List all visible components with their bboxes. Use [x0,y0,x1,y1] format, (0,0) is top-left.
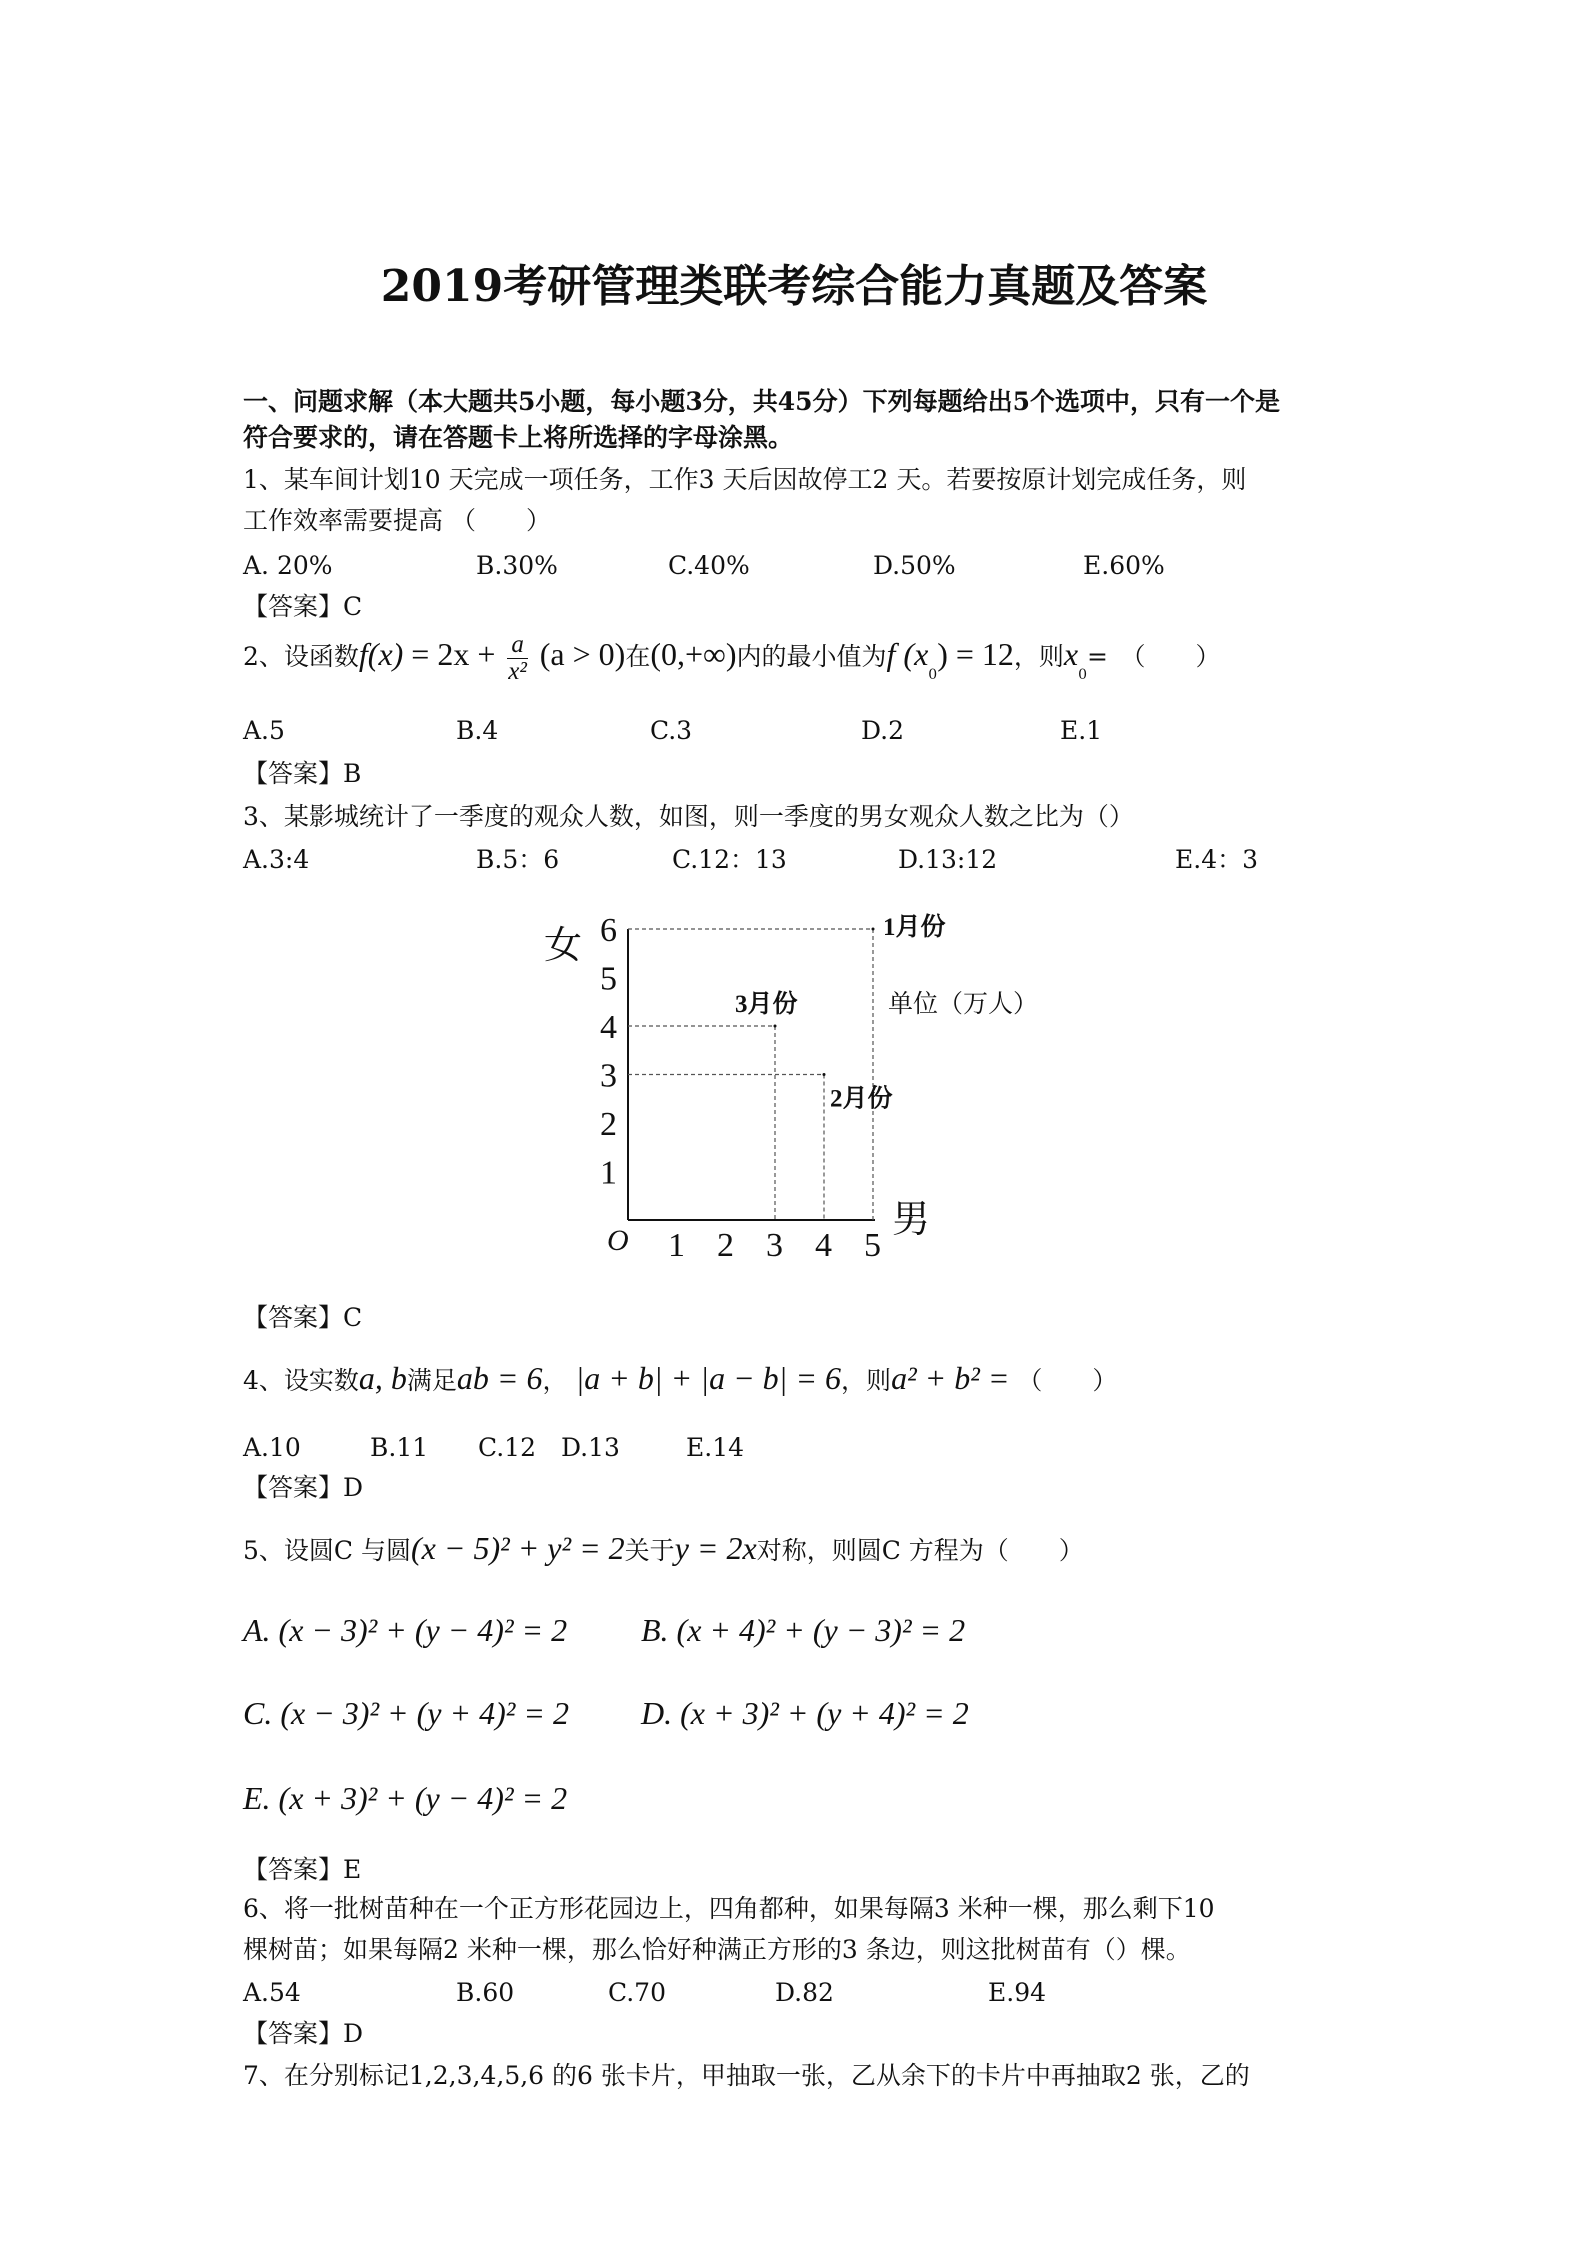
q4-tail: （ ） [1017,1366,1118,1395]
q1-option-d: D.50% [873,551,956,580]
q2-tail: = （ ） [1087,642,1221,671]
q5-about: 关于 [624,1536,675,1565]
q4-sep: ， [542,1366,568,1395]
q2-answer: 【答案】B [243,759,362,788]
q4-option-b: B.11 [370,1433,429,1462]
chart-x-tick-label: 1 [668,1227,685,1264]
chart-unit-label: 单位（万人） [888,991,1039,1018]
q2-fx0: f (x [886,636,929,672]
chart-y-tick-label: 5 [600,960,617,998]
q2-interval: (0,+∞) [650,636,737,672]
chart-x-tick-label: 3 [766,1227,783,1264]
chart-y-tick-label: 6 [600,912,617,949]
q5-answer: 【答案】E [243,1855,362,1884]
q4-cond1: ab = 6 [456,1360,543,1396]
q1-stem-line1: 1、某车间计划10 天完成一项任务，工作3 天后因故停工2 天。若要按原计划完成任务，则 [243,465,1247,494]
chart-point [823,1073,826,1076]
chart-x-axis-label: 男 [892,1199,931,1241]
chart-y-tick-label: 4 [600,1009,617,1046]
q1-option-c: C.40% [668,551,750,580]
q1-option-a: A. 20% [243,551,333,580]
q4-prefix: 4、设实数 [243,1366,359,1395]
q4-stem [243,1360,1118,1396]
chart-x-tick-label: 2 [717,1227,734,1264]
chart-y-tick-label: 1 [600,1154,617,1192]
q3-option-c: C.12：13 [672,845,787,874]
page-title: 2019考研管理类联考综合能力真题及答案 [380,261,1208,312]
q6-option-e: E.94 [988,1978,1047,2007]
q6-option-a: A.54 [243,1978,301,2007]
q2-option-a: A.5 [243,716,285,745]
chart-y-tick-label: 3 [600,1057,617,1095]
q6-stem-line1: 6、将一批树苗种在一个正方形花园边上，四角都种，如果每隔3 米种一棵，那么剩下10 [243,1894,1215,1923]
q4-expr: a² + b² = [891,1360,1010,1396]
chart-origin-label: O [607,1224,629,1257]
q3-option-a: A.3:4 [243,845,310,874]
q2-prefix: 2、设函数 [243,642,359,671]
q2-func-arg: (x) [367,636,404,672]
q7-stem-line1: 7、在分别标记1,2,3,4,5,6 的6 张卡片，甲抽取一张，乙从余下的卡片中再抽取2 张，乙的 [243,2061,1250,2090]
q5-option-b: B. (x + 4)² + (y − 3)² = 2 [641,1612,966,1648]
audience-chart [500,900,1100,1280]
q1-answer: 【答案】C [243,592,363,621]
q2-condition: (a > 0) [539,636,626,672]
chart-x-tick-label: 4 [815,1227,832,1264]
q5-option-a: A. (x − 3)² + (y − 4)² = 2 [243,1612,568,1648]
chart-point [774,1025,777,1028]
q4-option-a: A.10 [243,1433,301,1462]
q2-in-text: 在 [625,642,651,671]
q2-option-c: C.3 [650,716,693,745]
q3-answer: 【答案】C [243,1303,363,1332]
chart-point-guide [628,1075,824,1221]
q6-option-c: C.70 [608,1978,666,2007]
q1-stem-line2: 工作效率需要提高 （ ） [243,506,551,535]
q2-fraction [507,632,528,685]
q3-option-e: E.4：3 [1175,845,1259,874]
q1-option-e: E.60% [1083,551,1165,580]
q6-option-b: B.60 [456,1978,515,2007]
q2-fraction-denominator: x² [508,658,527,685]
q5-option-d: D. (x + 3)² + (y + 4)² = 2 [641,1695,969,1731]
q4-option-d: D.13 [561,1433,620,1462]
q3-option-d: D.13:12 [898,845,998,874]
chart-point-label: 2月份 [830,1085,893,1113]
q2-subscript-1: 0 [1078,667,1088,683]
q1-option-b: B.30% [476,551,558,580]
chart-point-guide [628,1026,775,1220]
q4-option-e: E.14 [686,1433,745,1462]
section-heading-line2: 符合要求的，请在答题卡上将所选择的字母涂黑。 [243,423,794,452]
q3-option-b: B.5：6 [476,845,560,874]
q5-tail: 对称，则圆C 方程为（ ） [756,1536,1084,1565]
q6-stem-line2: 棵树苗；如果每隔2 米种一棵，那么恰好种满正方形的3 条边，则这批树苗有（）棵。 [243,1935,1191,1964]
q6-option-d: D.82 [775,1978,834,2007]
q2-subscript-0: 0 [928,667,938,683]
q5-prefix: 5、设圆C 与圆 [243,1536,411,1565]
q6-answer: 【答案】D [243,2019,364,2048]
section-heading-line1: 一、问题求解（本大题共5小题，每小题3分，共45分）下列每题给出5个选项中，只有一个是 [243,387,1280,416]
chart-x-tick-label: 5 [864,1227,881,1264]
q4-cond2: |a + b| + |a − b| = 6 [575,1360,842,1396]
q2-fraction-numerator: a [507,632,528,659]
q2-option-b: B.4 [456,716,499,745]
q2-option-d: D.2 [861,716,905,745]
q4-option-c: C.12 [478,1433,536,1462]
q2-func-body: = 2x + [411,636,496,672]
q5-circle-eq: (x − 5)² + y² = 2 [410,1530,625,1566]
q5-line-eq: y = 2x [674,1530,757,1566]
q2-option-e: E.1 [1060,716,1103,745]
chart-point [872,928,875,931]
q2-min-text: 内的最小值为 [736,642,887,671]
q2-x0: x [1063,636,1079,672]
q4-vars: a, b [358,1360,407,1396]
chart-point-label: 1月份 [883,914,946,941]
q4-satisfy: 满足 [406,1366,457,1395]
q4-then: ，则 [841,1366,892,1395]
q5-option-e: E. (x + 3)² + (y − 4)² = 2 [243,1780,568,1816]
q2-stem [243,632,1221,685]
q2-then: ，则 [1013,642,1064,671]
q5-option-c: C. (x − 3)² + (y + 4)² = 2 [243,1695,569,1731]
q3-stem: 3、某影城统计了一季度的观众人数，如图，则一季度的男女观众人数之比为（） [243,802,1134,831]
chart-y-tick-label: 2 [600,1106,617,1143]
chart-y-axis-label: 女 [544,925,583,967]
q4-answer: 【答案】D [243,1473,364,1502]
q2-eq12: ) = 12 [937,636,1014,672]
q5-stem [243,1530,1084,1566]
q2-func-name: f [358,636,368,672]
chart-point-label: 3月份 [735,991,798,1018]
